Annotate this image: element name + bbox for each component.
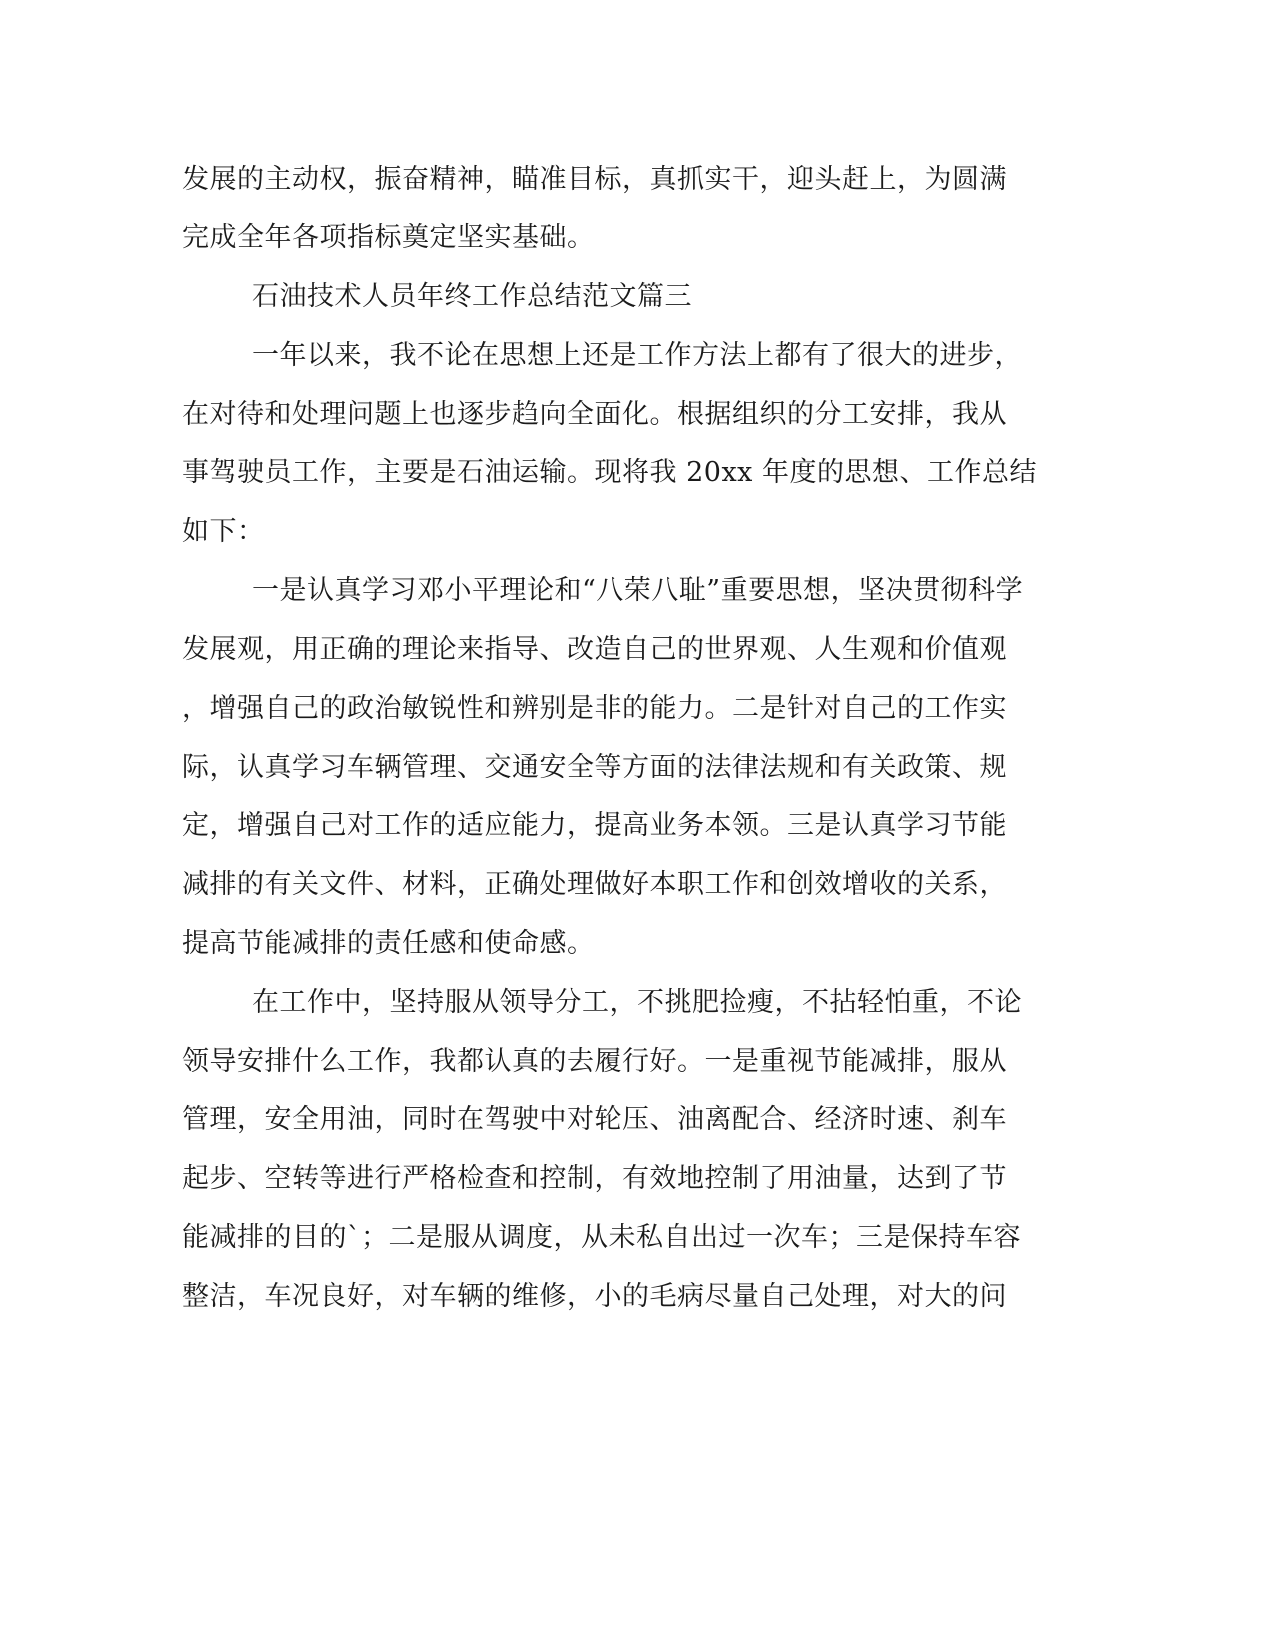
text-line: ，增强自己的政治敏锐性和辨别是非的能力。二是针对自己的工作实 [182,693,1007,724]
text-line: 在对待和处理问题上也逐步趋向全面化。根据组织的分工安排，我从 [182,399,1007,430]
text-line: 定，增强自己对工作的适应能力，提高业务本领。三是认真学习节能 [182,810,1007,841]
text-line: 在工作中，坚持服从领导分工，不挑肥捡瘦，不拈轻怕重，不论 [252,987,1022,1018]
text-line: 能减排的目的`；二是服从调度，从未私自出过一次车；三是保持车容 [182,1222,1021,1253]
text-line: 如下： [182,516,265,547]
text-line: 一年以来，我不论在思想上还是工作方法上都有了很大的进步， [252,340,1022,371]
text-line: 管理，安全用油，同时在驾驶中对轮压、油离配合、经济时速、刹车 [182,1104,1007,1135]
text-line: 完成全年各项指标奠定坚实基础。 [182,222,595,253]
text-line: 一是认真学习邓小平理论和“八荣八耻”重要思想，坚决贯彻科学 [252,575,1024,606]
text-line: 事驾驶员工作，主要是石油运输。现将我 20xx 年度的思想、工作总结 [182,457,1037,488]
text-line: 提高节能减排的责任感和使命感。 [182,928,595,959]
text-line: 整洁，车况良好，对车辆的维修，小的毛病尽量自己处理，对大的问 [182,1281,1007,1312]
text-line: 发展的主动权，振奋精神，瞄准目标，真抓实干，迎头赶上，为圆满 [182,164,1007,195]
text-line: 起步、空转等进行严格检查和控制，有效地控制了用油量，达到了节 [182,1163,1007,1194]
text-line: 领导安排什么工作，我都认真的去履行好。一是重视节能减排，服从 [182,1046,1007,1077]
text-line: 减排的有关文件、材料，正确处理做好本职工作和创效增收的关系， [182,869,1007,900]
text-line: 际，认真学习车辆管理、交通安全等方面的法律法规和有关政策、规 [182,752,1007,783]
section-heading: 石油技术人员年终工作总结范文篇三 [252,281,692,312]
text-line: 发展观，用正确的理论来指导、改造自己的世界观、人生观和价值观 [182,634,1007,665]
